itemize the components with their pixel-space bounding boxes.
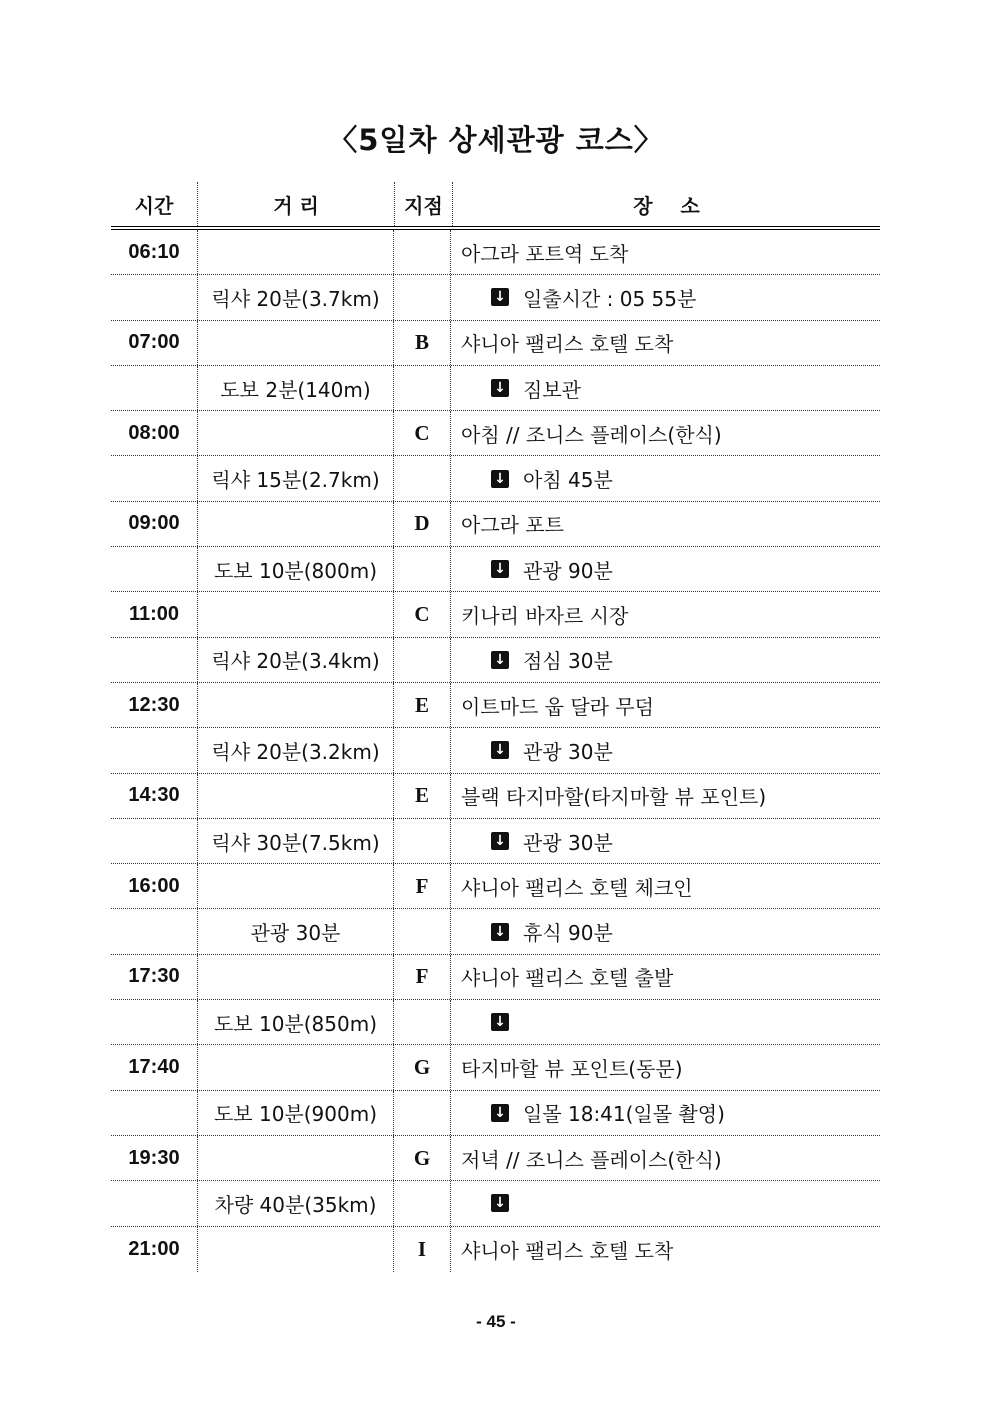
point-cell: G [393, 1136, 450, 1180]
place-cell [450, 909, 880, 953]
place-text: 아침 45분 [523, 468, 613, 493]
place-cell [450, 1136, 880, 1180]
place-text: 휴식 90분 [523, 921, 613, 946]
point-cell [393, 275, 450, 319]
down-arrow-box-icon: ↓ [491, 379, 509, 397]
time-cell: 06:10 [128, 240, 180, 263]
time-cell [111, 366, 197, 410]
point-cell: C [393, 411, 450, 455]
time-cell: 17:40 [128, 1055, 180, 1078]
place-cell [450, 411, 880, 455]
down-arrow-box-icon: ↓ [491, 832, 509, 850]
table-row [111, 456, 880, 501]
time-cell [111, 1091, 197, 1135]
place-cell [450, 1181, 880, 1225]
distance-cell [197, 955, 393, 999]
distance-cell [197, 774, 393, 818]
down-arrow-box-icon: ↓ [491, 560, 509, 578]
table-row [111, 321, 880, 366]
place-text: 샤니아 팰리스 호텔 도착 [461, 332, 674, 357]
distance-cell [197, 502, 393, 546]
distance-cell [197, 411, 393, 455]
table-row [111, 774, 880, 819]
down-arrow-box-icon: ↓ [491, 741, 509, 759]
place-cell [450, 683, 880, 727]
table-row [111, 728, 880, 773]
table-row [111, 683, 880, 728]
table-row [111, 1000, 880, 1045]
point-cell: G [393, 1045, 450, 1089]
place-text: 이트마드 웁 달라 무덤 [461, 694, 654, 719]
place-text: 샤니아 팰리스 호텔 체크인 [461, 875, 693, 900]
place-cell [450, 456, 880, 500]
table-row [111, 230, 880, 275]
down-arrow-box-icon: ↓ [491, 1013, 509, 1031]
time-cell: 11:00 [128, 603, 180, 626]
time-cell [111, 728, 197, 772]
table-row [111, 638, 880, 683]
time-cell: 12:30 [128, 693, 180, 716]
point-cell [393, 1181, 450, 1225]
table-row [111, 909, 880, 954]
point-cell [393, 728, 450, 772]
place-cell [450, 955, 880, 999]
point-cell: F [393, 864, 450, 908]
place-text: 저녁 // 조니스 플레이스(한식) [461, 1147, 722, 1172]
place-cell [450, 1227, 880, 1272]
time-cell: 14:30 [128, 784, 180, 807]
distance-cell: 차량 40분(35km) [197, 1181, 393, 1225]
table-row [111, 1091, 880, 1136]
distance-cell [197, 864, 393, 908]
time-cell: 21:00 [128, 1237, 180, 1260]
table-row [111, 1181, 880, 1226]
place-text: 관광 90분 [523, 558, 613, 583]
place-cell [450, 1045, 880, 1089]
place-cell [450, 1000, 880, 1044]
point-cell [393, 1000, 450, 1044]
distance-cell: 릭샤 20분(3.7km) [197, 275, 393, 319]
down-arrow-box-icon: ↓ [491, 1104, 509, 1122]
down-arrow-box-icon: ↓ [491, 470, 509, 488]
table-row [111, 411, 880, 456]
down-arrow-box-icon: ↓ [491, 651, 509, 669]
point-cell [393, 547, 450, 591]
distance-cell: 릭샤 20분(3.4km) [197, 638, 393, 682]
table-body [111, 230, 880, 1272]
place-cell [450, 366, 880, 410]
place-text: 점심 30분 [523, 649, 613, 674]
header-point: 지점 [394, 182, 452, 226]
point-cell: E [393, 774, 450, 818]
distance-cell [197, 230, 393, 274]
place-cell [450, 547, 880, 591]
distance-cell: 릭샤 20분(3.2km) [197, 728, 393, 772]
distance-cell [197, 683, 393, 727]
place-text: 일몰 18:41(일몰 촬영) [523, 1102, 725, 1127]
table-row [111, 1045, 880, 1090]
place-cell [450, 275, 880, 319]
distance-cell [197, 321, 393, 365]
time-cell [111, 819, 197, 863]
table-row [111, 864, 880, 909]
place-cell [450, 774, 880, 818]
time-cell: 09:00 [128, 512, 180, 535]
table-row [111, 1227, 880, 1272]
place-text: 샤니아 팰리스 호텔 출발 [461, 966, 674, 991]
place-cell [450, 819, 880, 863]
time-cell [111, 1000, 197, 1044]
point-cell [393, 230, 450, 274]
table-row [111, 1136, 880, 1181]
distance-cell: 릭샤 30분(7.5km) [197, 819, 393, 863]
place-cell [450, 1091, 880, 1135]
place-text: 아그라 포트 [461, 513, 564, 538]
schedule-table [111, 182, 880, 1272]
point-cell: E [393, 683, 450, 727]
time-cell [111, 547, 197, 591]
time-cell [111, 275, 197, 319]
point-cell: I [393, 1227, 450, 1272]
page-title: 〈5일차 상세관광 코스〉 [328, 123, 664, 157]
table-row [111, 366, 880, 411]
time-cell: 08:00 [128, 421, 180, 444]
place-cell [450, 502, 880, 546]
place-cell [450, 728, 880, 772]
place-text: 타지마할 뷰 포인트(동문) [461, 1056, 683, 1081]
distance-cell [197, 1045, 393, 1089]
distance-cell: 도보 10분(900m) [197, 1091, 393, 1135]
time-cell [111, 456, 197, 500]
point-cell: B [393, 321, 450, 365]
distance-cell [197, 1227, 393, 1272]
down-arrow-box-icon: ↓ [491, 923, 509, 941]
table-header [111, 182, 880, 230]
point-cell [393, 366, 450, 410]
time-cell [111, 909, 197, 953]
place-cell [450, 864, 880, 908]
place-text: 아침 // 조니스 플레이스(한식) [461, 422, 722, 447]
time-cell: 17:30 [128, 965, 180, 988]
place-text: 관광 30분 [523, 830, 613, 855]
place-text: 관광 30분 [523, 739, 613, 764]
place-text: 키나리 바자르 시장 [461, 604, 629, 629]
distance-cell [197, 592, 393, 636]
place-cell [450, 321, 880, 365]
point-cell: D [393, 502, 450, 546]
time-cell: 16:00 [128, 874, 180, 897]
point-cell [393, 819, 450, 863]
time-cell [111, 1181, 197, 1225]
down-arrow-box-icon: ↓ [491, 288, 509, 306]
distance-cell: 도보 10분(850m) [197, 1000, 393, 1044]
table-row [111, 547, 880, 592]
distance-cell: 관광 30분 [197, 909, 393, 953]
place-text: 짐보관 [523, 377, 581, 402]
table-row [111, 955, 880, 1000]
place-text: 일출시간 : 05 55분 [523, 286, 697, 311]
place-cell [450, 592, 880, 636]
point-cell [393, 1091, 450, 1135]
place-text: 아그라 포트역 도착 [461, 241, 629, 266]
header-time: 시간 [134, 193, 174, 218]
table-row [111, 502, 880, 547]
point-cell: C [393, 592, 450, 636]
place-text: 샤니아 팰리스 호텔 도착 [461, 1238, 674, 1263]
header-place: 장 소 [452, 182, 880, 226]
point-cell: F [393, 955, 450, 999]
time-cell: 19:30 [128, 1146, 180, 1169]
header-distance: 거 리 [197, 182, 394, 226]
down-arrow-box-icon: ↓ [491, 1194, 509, 1212]
point-cell [393, 638, 450, 682]
distance-cell: 도보 10분(800m) [197, 547, 393, 591]
table-row [111, 275, 880, 320]
page-number: - 45 - [476, 1312, 516, 1331]
place-cell [450, 638, 880, 682]
distance-cell [197, 1136, 393, 1180]
point-cell [393, 909, 450, 953]
distance-cell: 도보 2분(140m) [197, 366, 393, 410]
table-row [111, 819, 880, 864]
time-cell: 07:00 [128, 331, 180, 354]
table-row [111, 592, 880, 637]
time-cell [111, 638, 197, 682]
point-cell [393, 456, 450, 500]
place-cell [450, 230, 880, 274]
place-text: 블랙 타지마할(타지마할 뷰 포인트) [461, 785, 767, 810]
distance-cell: 릭샤 15분(2.7km) [197, 456, 393, 500]
